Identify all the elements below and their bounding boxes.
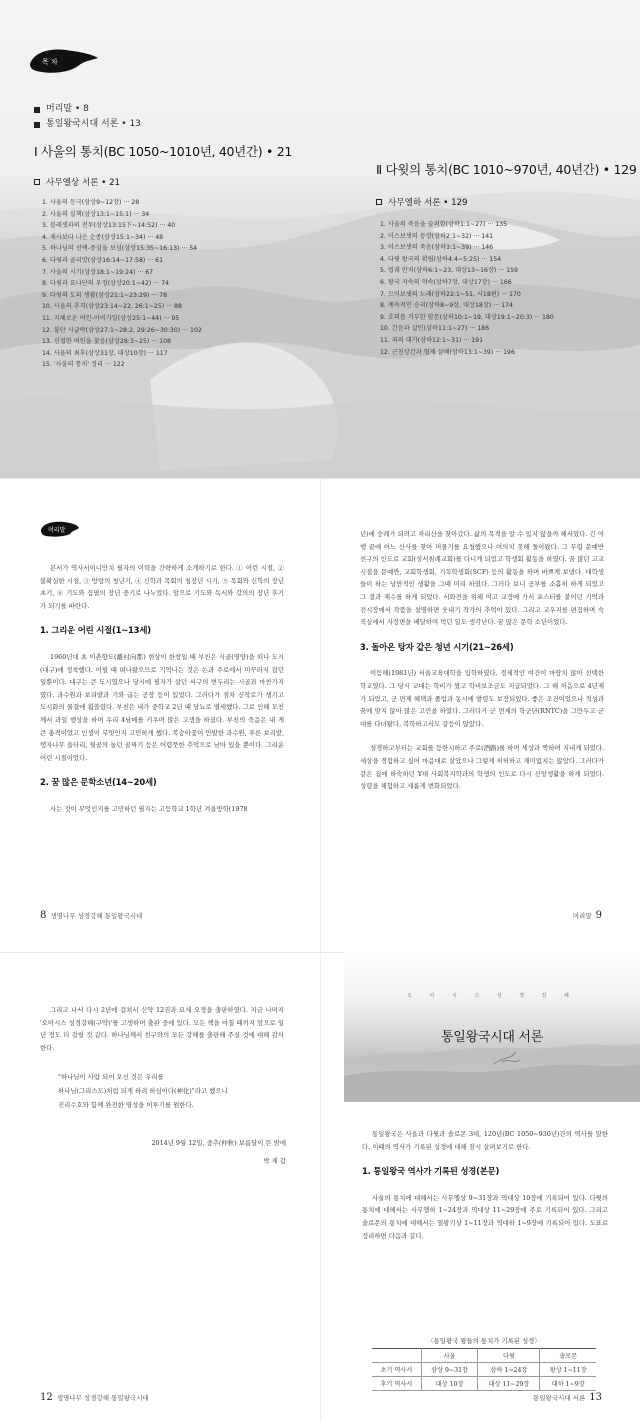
table-header-cell (372, 1349, 421, 1363)
chapter-entry[interactable]: 5. 하나님의 선택-중심을 보심(삼상15:35~16:13) ··· 54 (42, 245, 198, 253)
part1-chapter-list (42, 197, 202, 371)
quote-line: 하나님(그리스도)처럼 되게 하려 하심이다(神化)"라고 했으니 (58, 1087, 228, 1095)
chapter-title: 통일왕국시대 서론 (441, 1030, 543, 1045)
chapter-entry[interactable]: 9. 다윗의 도피 생활(삼상21:1~23:29) ··· 78 (42, 291, 168, 299)
chapter-entry[interactable]: 11. 죄의 대가(삼하12:1~31) ··· 191 (380, 336, 484, 344)
chapter-entry[interactable]: 10. 사울의 추격(삼상23:14~22, 26:1~25) ··· 88 (42, 303, 182, 311)
toc-intro-item[interactable]: 통일왕국시대 서론 • 13 (34, 117, 141, 132)
page-13-body (362, 1128, 608, 1254)
gutter-line (320, 952, 321, 1422)
paragraph: 본서가 역사서이니만치 필자의 이력을 간략하게 소개하기로 한다. ① 어린 시절, ② 불확실한 시절, ③ 방랑의 청년기, ④ 신학과 목회의 청장년 시기, ⑤ 목회와 신학의 장년 초기, ⑥ 기도와 집필의 장년 중기로 나누었다. 앞으로 기도와 독서와 강의의 장년 후기가 되기를 바란다. (40, 564, 284, 610)
bullet-square-icon (34, 107, 40, 113)
table-header-cell: 솔로몬 (540, 1349, 596, 1363)
banner-subtitle: 오 아 시 스 성 경 강 해 (407, 993, 577, 999)
bullet-hollow-icon (34, 179, 40, 185)
page-12-body (40, 1004, 284, 1066)
spread-pages-12-13 (0, 952, 640, 1422)
page-number-9: 머리말 9 (572, 910, 602, 921)
spread-pages-8-9 (0, 478, 640, 952)
quote-line: "하나님이 사람 되어 오신 것은 우리를 (58, 1073, 164, 1081)
quote-line: 진리수호와 함께 완전한 영성을 이루기를 원한다. (58, 1101, 194, 1109)
gutter-line (320, 478, 321, 952)
kings-scripture-table (372, 1348, 596, 1391)
author-name: 박 재 갑 (263, 1157, 286, 1165)
page-9-body (360, 528, 604, 805)
table-row (372, 1363, 596, 1377)
chapter-entry[interactable]: 4. 다윗 왕국의 확립(삼하4:4~5:25) ··· 154 (380, 255, 502, 263)
chapter-entry[interactable]: 1. 사울의 등극(삼상9~12장) ··· 28 (42, 199, 140, 206)
chapter-entry[interactable]: 2. 이스보셋의 등장(삼하2:1~32) ··· 141 (380, 232, 494, 240)
chapter-entry[interactable]: 11. 지혜로운 여인-아비가일(삼상25:1~44) ··· 95 (42, 314, 180, 322)
section-heading: 3. 돌아온 탕자 같은 청년 시기(21~26세) (360, 641, 514, 652)
paragraph: 통일왕국은 사울과 다윗과 솔로몬 3대, 120년(BC 1050~930년)간의 역사를 말한다. 이때의 역사가 기록된 성경에 대해 잠시 살펴보기로 한다. (362, 1130, 608, 1151)
part2-chapter-list (380, 219, 554, 358)
table-cell: 삼상 9~31장 (421, 1363, 478, 1377)
chapter-entry[interactable]: 6. 다윗과 골리앗(삼상16:14~17:58) ··· 61 (42, 256, 164, 264)
table-header-cell: 다윗 (478, 1349, 540, 1363)
table-cell: 대하 1~9장 (540, 1377, 596, 1391)
section-heading: 2. 꿈 많은 문학소년(14~20세) (40, 777, 157, 788)
chapter-banner-image (344, 952, 640, 1102)
svg-text:머리말: 머리말 (48, 527, 66, 534)
chapter-entry[interactable]: 7. 사울의 시기(삼상18:1~19:24) ··· 67 (42, 268, 154, 276)
chapter-entry[interactable]: 1. 사울의 죽음을 슬퍼함(삼하1:1~27) ··· 135 (380, 221, 508, 228)
paragraph: 이듬해(1981년) 서울교육대학을 입학하였다. 경제적인 여건이 마땅치 않아 선택한 학교였다. 그 당시 교대는 학비가 쌌고 학비보조금도 지급되었다. 그 해 처음으로 4년제가 되었고, 군 면제 혜택과 졸업과 동시에 발령도 보장되었다. 좋은 조건이었으나 적성과 꿈에 맞지 않아 많은 고민을 하였다. 그러다가 군 면제의 학군단(RNTC)을 그만두고 군대를 다녀왔다. 복학하고서도 갈등이 많았다. (360, 669, 604, 728)
toc-intro-list (34, 102, 141, 132)
paragraph: 년)에 숭례가 되려고 차리산을 찾아갔다. 삶의 목적을 알 수 있지 않을까 해서였다. 긴 여행 끝에 어느 산사를 찾아 머물기를 요청했으나 여의치 못해 돌아왔다. 그 무렵 문예반 친구의 인도로 교회(성서침례교회)를 다니게 되었고 학생회 활동을 하였다. 꿈 많던 고교 시절을 문예반, 교회학생회, 기독학생회(SCF) 등의 활동을 하며 바쁘게 보냈다. 대학생들이 하는 낭만적인 생활을 그때 미리 하였다. 그러다 보니 공부를 소홀히 하게 되었고 그 결과 재수를 하게 되었다. 서화전을 위해 여고 교정에 가서 포스터를 붙이던 기억과 전시장에서 작품을 설명하면 웃내기 작가의 추억이 있다. 그리고 교우지를 편집하며 숙직실에서 자장면을 배달하여 먹던 일도 생각난다. 꿈 많은 문학 소년이었다. (360, 530, 604, 627)
page-number-12: 12 생명나무 성경강해 통일왕국시대 (40, 1392, 149, 1403)
chapter-entry[interactable]: 7. 므비보셋의 노래(삼하22:1~51, 시18편) ··· 170 (380, 290, 521, 298)
paragraph: 성경하고부터는 교회를 등한시하고 주로(酒路)를 하며 세상과 짝하며 지내게 되었다. 세상을 경험하고 싶어 마음대로 살았으나 그렇게 허허하고 재미없지는 않았다. 그러다가 같은 집에 하숙하던 Y대 사회복지학과의 학생의 인도로 다시 신앙생활을 하게 되었다. 성령을 체험하고 새롭게 변화되었다. (360, 744, 604, 791)
table-caption: 〈통일왕국 왕들의 통치가 기록된 성경〉 (427, 1337, 541, 1345)
chapter-entry[interactable]: 3. 이스보셋의 죽음(삼하3:1~39) ··· 146 (380, 244, 494, 252)
chapter-entry[interactable]: 4. 제사보다 나은 순종(삼상15:1~34) ··· 48 (42, 233, 164, 241)
signature-date: 2014년 9월 12일, 중추(仲秋) 보름달이 뜬 밤에 (151, 1139, 286, 1147)
chapter-entry[interactable]: 2. 사울의 실책(삼상13:1~15:1) ··· 34 (42, 210, 150, 218)
table-row (372, 1377, 596, 1391)
table-cell: 대상 11~29장 (478, 1377, 540, 1391)
chapter-entry[interactable]: 6. 왕국 지속의 약속(삼하7장, 대상17장) ··· 166 (380, 278, 512, 286)
paragraph: 사는 것이 무엇인지를 고민하던 필자는 고등학교 1학년 겨울방학(1978 (50, 804, 248, 813)
chapter-entry[interactable]: 9. 호의를 거부한 암몬(삼하10:1~19, 대상19:1~20:3) ··· 180 (380, 313, 554, 321)
table-cell: 초기 역사서 (372, 1363, 421, 1377)
section-heading: 1. 통일왕국 역사가 기록된 성경(본문) (362, 1166, 500, 1177)
paragraph: 그리고 나서 다시 2년에 걸쳐서 신약 12권과 묘세 오경을 출판하였다. 지금 나머지 '오아시스 성경강해(구약)'를 고생하며 출판 중에 있다. 모든 책을 마칠 때까지 앞으로 일 년 정도 더 걸릴 것 같다. 하나님께서 친구와의 모든 강해를 출판해 주실 것에 대해 감사한다. (40, 1006, 284, 1052)
table-cell: 대상 10장 (421, 1377, 478, 1391)
chapter-entry[interactable]: 12. 불탄 시글락(삼상27:1~28:2, 29:26~30:30) ··· 102 (42, 326, 202, 334)
brush-stroke-logo (28, 44, 100, 78)
chapter-entry[interactable]: 12. 근친상간과 형제 살해(삼하13:1~39) ··· 196 (380, 348, 515, 356)
table-header-cell: 사울 (421, 1349, 478, 1363)
bullet-square-icon (34, 122, 40, 128)
part2-title[interactable]: Ⅱ 다윗의 통치(BC 1010~970년, 40년간) • 129 (376, 162, 637, 177)
bullet-hollow-icon (376, 199, 382, 205)
toc-intro-item[interactable]: 머리말 • 8 (34, 102, 141, 117)
preface-badge (40, 520, 80, 538)
section-heading: 1. 그리운 어린 시절(1~13세) (40, 625, 151, 636)
chapter-entry[interactable]: 15. '사울의 통치' 정리 ··· 122 (42, 361, 125, 369)
quote-block (58, 1070, 228, 1112)
toc-page (0, 0, 640, 478)
table-cell: 왕상 1~11장 (540, 1363, 596, 1377)
chapter-entry[interactable]: 14. 사울의 최후(삼상31장, 대상10장) ··· 117 (42, 349, 168, 357)
chapter-entry[interactable]: 8. 다윗과 요나단의 우정(삼상20:1~42) ··· 74 (42, 280, 170, 288)
page-number-13: 통일왕국시대 서론 13 (532, 1392, 602, 1403)
chapter-entry[interactable]: 5. 법궤 안치(삼하6:1~23, 대상13~16장) ··· 159 (380, 267, 518, 275)
table-cell: 삼하 1~24장 (478, 1363, 540, 1377)
page-number-8: 8 생명나무 성경강해 통일왕국시대 (40, 910, 143, 921)
part1-intro-entry[interactable]: 사무엘상 서론 • 21 (34, 176, 120, 188)
part1-title[interactable]: Ⅰ 사울의 통치(BC 1050~1010년, 40년간) • 21 (34, 144, 293, 159)
svg-text:목 차: 목 차 (42, 58, 58, 66)
page-8-body (40, 562, 284, 828)
table-cell: 후기 역사서 (372, 1377, 421, 1391)
chapter-entry[interactable]: 13. 신접한 여인을 찾음(삼상28:3~25) ··· 108 (42, 338, 171, 346)
part2-intro-entry[interactable]: 사무엘하 서론 • 129 (376, 196, 467, 208)
chapter-entry[interactable]: 10. 간음과 살인(삼하11:1~27) ··· 186 (380, 325, 490, 333)
chapter-entry[interactable]: 3. 블레셋과의 전투(삼상13:15下~14:52) ··· 40 (42, 222, 176, 230)
paragraph: 1960년대 초 이촌향도(離村向都) 현상이 한창일 때 부친은 시골(영양)을 떠나 도시(대구)에 정착했다. 어릴 때 떠나왔으므로 기억나는 것은 논과 주로에서 미꾸라지 잡던 일뿐이다. 대구는 큰 도시였으나 당시에 필자가 살던 서구의 변두리는 시골과 마찬가지였다. 과수원과 보리밭과 기와 굽는 공장 등이 있었다. 그러다가 점차 신작로가 생기고 도시화의 물결에 휩쓸렸다. 부친은 내가 중학교 2년 때 당뇨로 별세했다. 그로 인해 모친께서 과일 행상을 하며 우리 4남매를 키우며 많은 고생을 하셨다. 부친의 죽음은 내 게 큰 충격이었고 인생이 무엇인지 고민하게 했다. 복숭아꽃이 만발한 과수원, 푸른 보리밭, 탱자나무 울타리, 뒷골의 놀던 골짜기 등은 어렴풋한 추억으로 남아 있을 뿐이다. 그리운 어린 시절이었다. (40, 652, 284, 762)
chapter-entry[interactable]: 8. 계속적인 승리(삼하8~9장, 대상18장) ··· 174 (380, 302, 513, 310)
table-header-row (372, 1349, 596, 1363)
paragraph: 사울의 통치에 대해서는 사무엘상 9~31장과 역대상 10장에 기록되어 있다. 다윗의 통치에 대해서는 사무엘하 1~24장과 역대상 11~29장에 주로 기록되어 있다. 그리고 솔로몬의 통치에 대해서는 열왕기상 1~11장과 역대하 1~9장에 기록되어 있다. 도표로 정리하면 다음과 같다. (362, 1193, 608, 1240)
